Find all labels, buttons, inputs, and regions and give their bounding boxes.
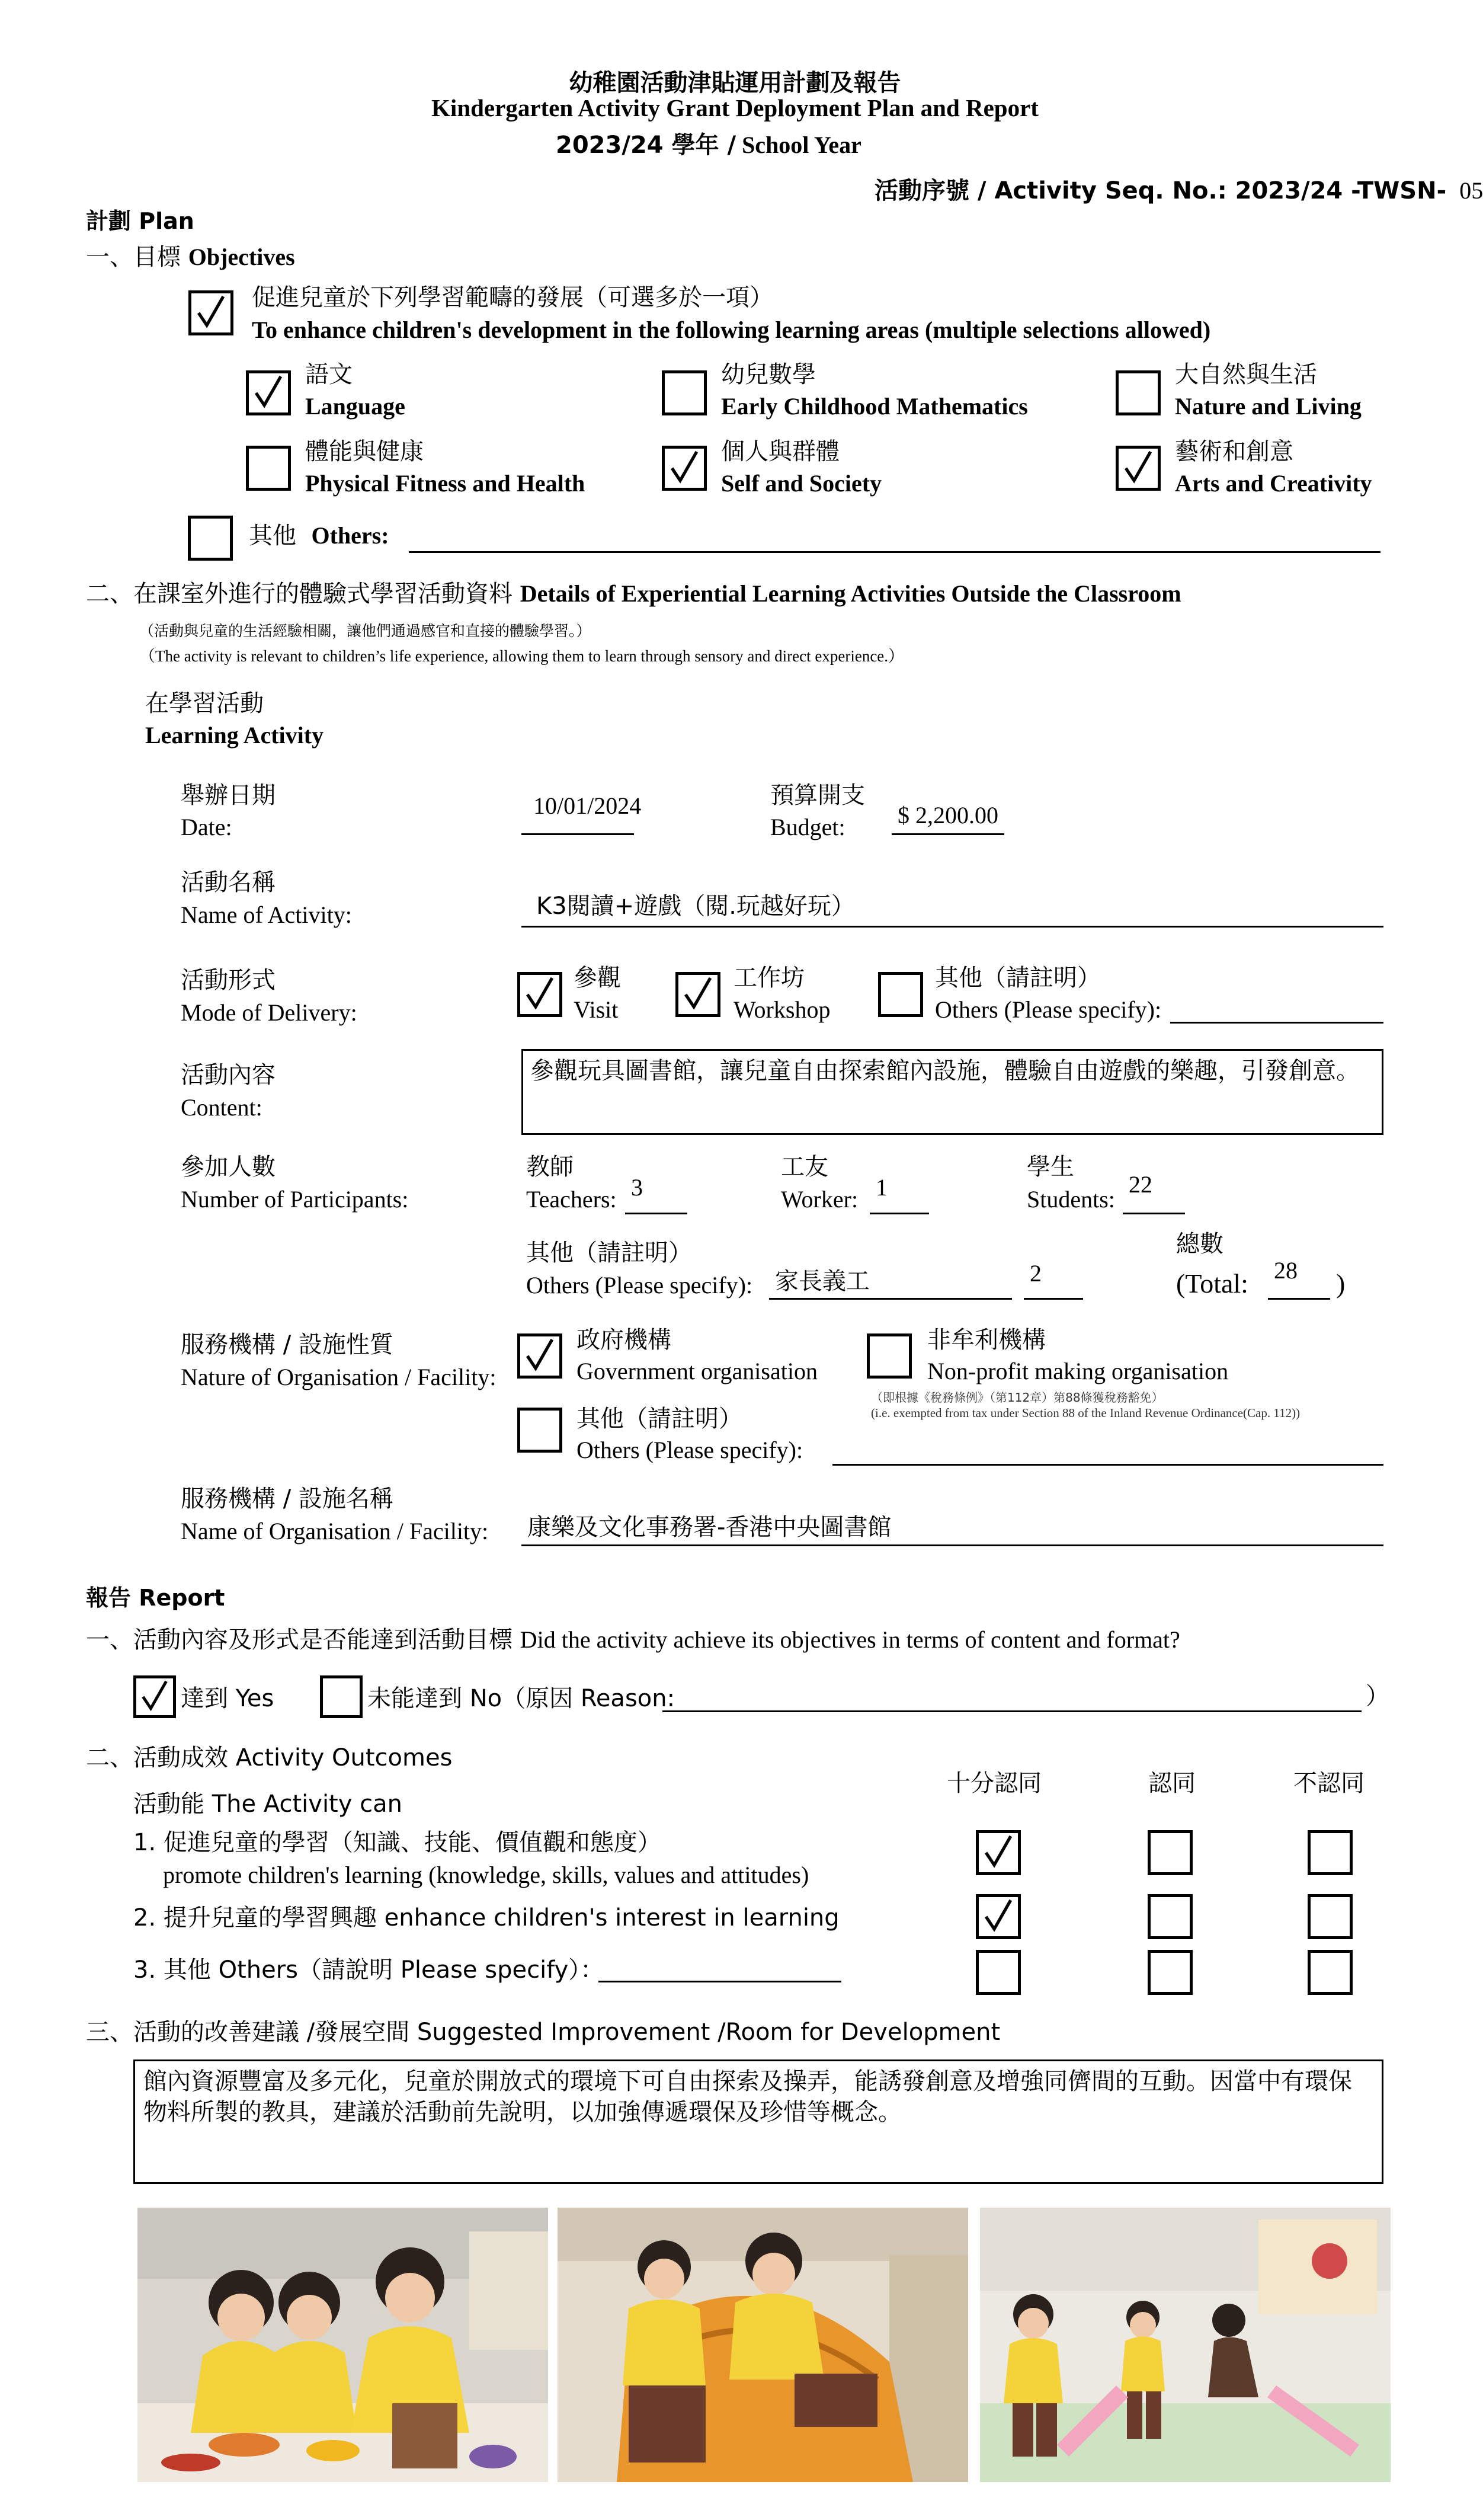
date-line	[521, 833, 634, 835]
scale-agree: 認同	[1148, 1770, 1196, 1797]
budget-value[interactable]: $ 2,200.00	[898, 802, 998, 829]
budget-zh: 預算開支	[770, 782, 865, 809]
mode-visit-checkbox[interactable]	[517, 972, 562, 1017]
worker-value[interactable]: 1	[876, 1174, 888, 1201]
title-zh: 幼稚園活動津貼運用計劃及報告	[569, 69, 901, 97]
students-line	[1123, 1213, 1185, 1214]
content-value: 參觀玩具圖書館，讓兒童自由探索館內設施，體驗自由遊戲的樂趣，引發創意。	[530, 1057, 1360, 1085]
outcome-2-label: 2. 提升兒童的學習興趣 enhance children's interest in learning	[133, 1904, 840, 1931]
date-zh: 舉辦日期	[181, 782, 276, 809]
details-heading: 二、在課室外進行的體驗式學習活動資料 Details of Experiential Learning Activities Outside the Classroom	[86, 580, 1181, 607]
participants-en: Number of Participants:	[181, 1186, 409, 1213]
area-nature-en: Nature and Living	[1175, 393, 1362, 420]
others-part-zh: 其他（請註明）	[526, 1239, 692, 1267]
others-part-line	[769, 1298, 1012, 1300]
budget-line	[892, 833, 1004, 835]
title-en: Kindergarten Activity Grant Deployment Plan and Report	[431, 94, 1039, 121]
others-part-en: Others (Please specify):	[526, 1272, 753, 1299]
school-year: 2023/24 學年 / School Year	[556, 132, 861, 159]
area-language-en: Language	[305, 393, 405, 420]
outcome-3-label: 3. 其他 Others（請說明 Please specify）：	[133, 1956, 604, 1984]
no-reason-line[interactable]	[662, 1710, 1362, 1712]
area-fitness-en: Physical Fitness and Health	[305, 470, 585, 497]
worker-en: Worker:	[781, 1186, 859, 1213]
content-en: Content:	[181, 1094, 262, 1121]
mode-others-checkbox[interactable]	[878, 972, 923, 1017]
yes-checkbox[interactable]	[133, 1675, 176, 1718]
area-arts-en: Arts and Creativity	[1175, 470, 1372, 497]
activity-name-value[interactable]: K3閱讀+遊戲（閱.玩越好玩）	[536, 893, 855, 920]
teachers-en: Teachers:	[526, 1186, 617, 1213]
others-part-count[interactable]: 2	[1030, 1260, 1042, 1287]
activity-name-zh: 活動名稱	[181, 869, 276, 896]
students-value[interactable]: 22	[1129, 1171, 1152, 1198]
area-language-checkbox[interactable]	[246, 370, 291, 415]
area-nature-zh: 大自然與生活	[1175, 361, 1317, 388]
orgname-en: Name of Organisation / Facility:	[181, 1518, 489, 1544]
outcome-1-agree-checkbox[interactable]	[1148, 1830, 1193, 1875]
enhance-en: To enhance children's development in the following learning areas (multiple selections allowed)	[252, 316, 1211, 343]
date-en: Date:	[181, 814, 232, 840]
mode-visit-zh: 參觀	[574, 964, 621, 992]
others-part-value[interactable]: 家長義工	[775, 1268, 870, 1295]
participants-zh: 參加人數	[181, 1153, 276, 1181]
area-language-zh: 語文	[305, 361, 353, 388]
yes-label: 達到 Yes	[181, 1685, 274, 1712]
worker-line	[870, 1213, 929, 1214]
mode-others-zh: 其他（請註明）	[935, 964, 1101, 992]
enhance-checkbox[interactable]	[188, 290, 233, 335]
teachers-zh: 教師	[526, 1153, 574, 1181]
no-checkbox[interactable]	[320, 1675, 363, 1718]
others-input-line[interactable]	[409, 551, 1380, 553]
other-org-zh: 其他（請註明）	[576, 1405, 742, 1432]
nature-en: Nature of Organisation / Facility:	[181, 1364, 497, 1390]
area-society-en: Self and Society	[721, 470, 882, 497]
teachers-line	[625, 1213, 687, 1214]
gov-checkbox[interactable]	[517, 1333, 562, 1379]
improve-text: 館內資源豐富及多元化，兒童於開放式的環境下可自由探索及操弄，能誘發創意及增強同儕間的互動。因當中有環保物料所製的教具，建議於活動前先說明，以加強傳遞環保及珍惜等概念。	[143, 2068, 1352, 2126]
mode-en: Mode of Delivery:	[181, 999, 357, 1026]
enhance-zh: 促進兒童於下列學習範疇的發展（可選多於一項）	[252, 284, 773, 311]
outcomes-heading: 二、活動成效 Activity Outcomes	[86, 1744, 453, 1771]
report-heading: 報告 Report	[86, 1585, 225, 1611]
npo-checkbox[interactable]	[867, 1333, 912, 1379]
outcome-2-strongly-agree-checkbox[interactable]	[976, 1894, 1021, 1939]
improve-heading: 三、活動的改善建議 /發展空間 Suggested Improvement /Room for Development	[86, 2019, 1001, 2046]
orgname-value[interactable]: 康樂及文化事務署-香港中央圖書館	[527, 1514, 892, 1541]
area-arts-checkbox[interactable]	[1116, 446, 1161, 491]
mode-workshop-checkbox[interactable]	[675, 972, 720, 1017]
activity-photo-2	[558, 2208, 968, 2482]
gov-zh: 政府機構	[576, 1326, 671, 1354]
activity-photo-1	[137, 2208, 548, 2482]
scale-strongly-agree: 十分認同	[947, 1770, 1042, 1797]
budget-en: Budget:	[770, 814, 845, 840]
no-close: ）	[1366, 1683, 1389, 1710]
students-en: Students:	[1027, 1186, 1115, 1213]
outcome-1-en: promote children's learning (knowledge, skills, values and attitudes)	[163, 1862, 809, 1888]
learning-zh: 在學習活動	[145, 690, 264, 717]
nature-zh: 服務機構 / 設施性質	[181, 1331, 393, 1358]
mode-others-line[interactable]	[1170, 1022, 1383, 1024]
content-box[interactable]	[521, 1049, 1383, 1135]
no-label: 未能達到 No（原因 Reason:	[367, 1685, 675, 1712]
can-label: 活動能 The Activity can	[133, 1790, 402, 1818]
mode-zh: 活動形式	[181, 967, 276, 994]
mode-others-en: Others (Please specify):	[935, 996, 1162, 1023]
total-close: )	[1336, 1268, 1346, 1299]
outcome-3-strongly-agree-checkbox[interactable]	[976, 1950, 1021, 1995]
total-en: (Total:	[1176, 1268, 1248, 1299]
mode-workshop-zh: 工作坊	[734, 964, 805, 992]
area-society-checkbox[interactable]	[662, 446, 707, 491]
activity-name-en: Name of Activity:	[181, 901, 352, 928]
others-checkbox[interactable]	[188, 516, 233, 561]
mode-visit-en: Visit	[574, 996, 619, 1023]
npo-zh: 非牟利機構	[927, 1326, 1046, 1354]
other-org-line[interactable]	[832, 1464, 1383, 1466]
outcome-2-disagree-checkbox[interactable]	[1308, 1894, 1353, 1939]
scale-disagree: 不認同	[1293, 1770, 1365, 1797]
area-math-zh: 幼兒數學	[721, 361, 816, 388]
details-note-zh: （活動與兒童的生活經驗相關，讓他們通過感官和直接的體驗學習。）	[139, 622, 591, 639]
outcome-3-agree-checkbox[interactable]	[1148, 1950, 1193, 1995]
area-society-zh: 個人與群體	[721, 438, 840, 465]
other-org-en: Others (Please specify):	[576, 1437, 803, 1463]
details-note-en: （The activity is relevant to children’s life experience, allowing them to learn through sensory and direct experience.）	[139, 647, 905, 665]
other-org-checkbox[interactable]	[517, 1408, 562, 1453]
total-value[interactable]: 28	[1274, 1257, 1298, 1284]
outcome-3-line[interactable]	[598, 1981, 841, 1982]
total-zh: 總數	[1176, 1230, 1223, 1258]
activity-seq: 活動序號 / Activity Seq. No.: 2023/24 -TWSN- 05	[875, 177, 1483, 204]
npo-en: Non-profit making organisation	[927, 1358, 1229, 1384]
orgname-zh: 服務機構 / 設施名稱	[181, 1485, 393, 1512]
activity-photo-3	[980, 2208, 1391, 2482]
npo-note-zh: （即根據《稅務條例》（第112章）第88條獲稅務豁免）	[871, 1390, 1164, 1405]
others-label: 其他 Others:	[249, 522, 389, 549]
activity-name-line	[521, 926, 1383, 928]
area-math-en: Early Childhood Mathematics	[721, 393, 1028, 420]
learning-en: Learning Activity	[145, 722, 324, 749]
total-line	[1268, 1298, 1330, 1300]
area-nature-checkbox[interactable]	[1116, 370, 1161, 415]
gov-en: Government organisation	[576, 1358, 818, 1384]
outcome-1-zh: 1. 促進兒童的學習（知識、技能、價值觀和態度）	[133, 1829, 661, 1856]
objectives-heading: 一、目標 Objectives	[86, 244, 295, 271]
teachers-value[interactable]: 3	[631, 1174, 643, 1201]
date-value[interactable]: 10/01/2024	[533, 792, 642, 819]
improve-box[interactable]	[133, 2060, 1383, 2184]
orgname-line	[521, 1544, 1383, 1546]
students-zh: 學生	[1027, 1153, 1074, 1181]
content-zh: 活動內容	[181, 1061, 276, 1089]
npo-note-en: (i.e. exempted from tax under Section 88 of the Inland Revenue Ordinance(Cap. 112))	[871, 1406, 1301, 1420]
mode-workshop-en: Workshop	[734, 996, 831, 1023]
area-math-checkbox[interactable]	[662, 370, 707, 415]
area-arts-zh: 藝術和創意	[1175, 438, 1293, 465]
area-fitness-checkbox[interactable]	[246, 446, 291, 491]
plan-heading: 計劃 Plan	[86, 208, 194, 234]
outcome-1-strongly-agree-checkbox[interactable]	[976, 1830, 1021, 1875]
q1: 一、活動內容及形式是否能達到活動目標 Did the activity achieve its objectives in terms of content and format?	[86, 1626, 1180, 1654]
outcome-2-agree-checkbox[interactable]	[1148, 1894, 1193, 1939]
worker-zh: 工友	[781, 1153, 828, 1181]
area-fitness-zh: 體能與健康	[305, 438, 424, 465]
outcome-3-disagree-checkbox[interactable]	[1308, 1950, 1353, 1995]
others-count-line	[1024, 1298, 1083, 1300]
outcome-1-disagree-checkbox[interactable]	[1308, 1830, 1353, 1875]
